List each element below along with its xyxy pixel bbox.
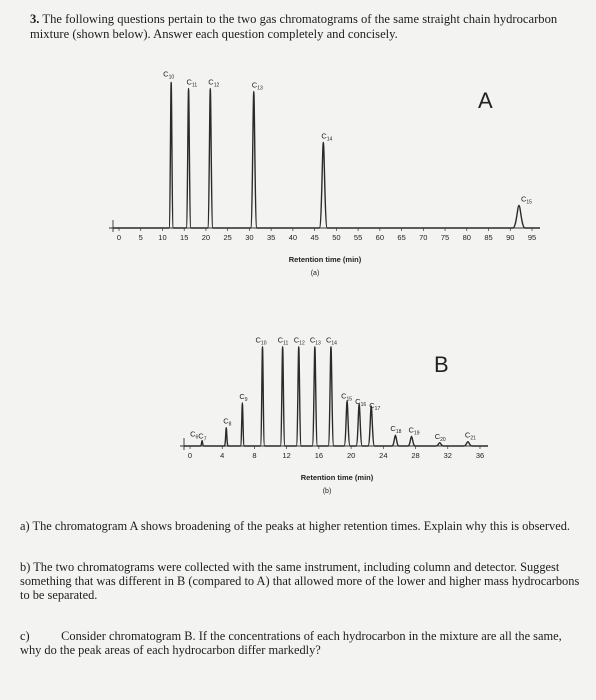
- chromatogram-a-tick-label: 40: [288, 233, 298, 242]
- chromatogram-a-axis-title: Retention time (min): [288, 255, 362, 264]
- chromatogram-a-tick-label: 90: [506, 233, 515, 242]
- chromatogram-b-peak-label-c6c7: $C_6C_7$: [190, 429, 207, 443]
- chromatogram-b-tick-label: 4: [220, 451, 225, 460]
- chromatogram-b-tick-label: 28: [411, 451, 420, 460]
- chromatogram-a-tick-label: 5: [138, 233, 143, 242]
- chromatogram-b-tick-label: 36: [475, 451, 485, 460]
- part-b-text: The two chromatograms were collected with the same instrument, including column and detector. Suggest something that was different in B (compared to A) that allowed more of the lower and higher mass hydrocarbons to be separated.: [20, 560, 580, 602]
- chromatogram-b-peak-label-c11: $C_{11}$: [277, 335, 289, 347]
- chromatogram-a-tick-label: 80: [462, 233, 471, 242]
- chromatogram-b-tick-label: 24: [379, 451, 388, 460]
- chromatogram-a: [109, 70, 540, 278]
- chromatogram-a-tick-label: 85: [484, 233, 493, 242]
- chromatogram-a-tick-label: 65: [397, 233, 406, 242]
- chromatogram-b-tick-label: 0: [187, 451, 193, 460]
- chromatogram-a-label: A: [478, 88, 493, 113]
- chromatogram-a-tick-label: 35: [266, 233, 276, 242]
- chromatogram-a-tick-label: 60: [375, 233, 385, 242]
- question-text: The following questions pertain to the two gas chromatograms of the same straight chain hydrocarbon mixture (shown below). Answer each question completely and concisely.: [30, 12, 558, 41]
- part-a: [20, 519, 580, 533]
- part-a-text: The chromatogram A shows broadening of the peaks at higher retention times. Explain why this is observed.: [32, 519, 571, 533]
- chromatogram-b-peak-label-c19: $C_{19}$: [408, 425, 420, 437]
- part-b-label: b): [20, 560, 31, 574]
- chromatogram-b-tick-label: 32: [443, 451, 452, 460]
- part-c-label: c): [20, 629, 30, 643]
- chromatogram-b-tick-label: 20: [346, 451, 356, 460]
- chromatogram-a-peak-label-c11: $C_{11}$: [186, 77, 198, 89]
- chromatogram-b-tick-label: 8: [252, 451, 257, 460]
- chromatogram-b-peak-label-c14: $C_{14}$: [325, 335, 337, 347]
- chromatogram-b-peak-label-c18: $C_{18}$: [390, 424, 402, 436]
- chromatogram-b-tick-label: 12: [282, 451, 291, 460]
- chromatogram-b-caption: (b): [322, 488, 332, 495]
- chromatogram-a-peak-label-c14: $C_{14}$: [321, 131, 333, 143]
- chromatogram-b-peak-label-c12: $C_{12}$: [293, 335, 305, 347]
- chromatogram-a-tick-label: 45: [310, 233, 319, 242]
- chromatogram-a-tick-label: 50: [332, 233, 341, 242]
- chromatogram-a-tick-label: 20: [201, 233, 211, 242]
- chromatogram-a-tick-label: 10: [158, 233, 167, 242]
- chromatogram-b-peak-label-c21: $C_{21}$: [464, 430, 476, 442]
- chromatogram-b-peak-label-c17: $C_{17}$: [369, 401, 381, 413]
- chromatogram-a-tick-label: 95: [527, 233, 537, 242]
- chromatogram-a-tick-label: 75: [440, 233, 450, 242]
- chromatogram-a-tick-label: 25: [223, 233, 232, 242]
- chromatogram-a-tick-label: 70: [419, 233, 428, 242]
- chromatogram-a-peak-label-c15: $C_{15}$: [520, 194, 532, 206]
- question-number: 3.: [30, 12, 40, 26]
- part-b: [20, 560, 580, 602]
- chromatogram-a-trace: [113, 80, 540, 229]
- chromatogram-b-axis-title: Retention time (min): [300, 473, 374, 482]
- part-c-text: Consider chromatogram B. If the concentrations of each hydrocarbon in the mixture are all the same, why do the peak areas of each hydrocarbon differ markedly?: [20, 629, 562, 657]
- chromatogram-b-peak-label-c16: $C_{16}$: [355, 396, 367, 408]
- chromatogram-b-peak-label-c20: $C_{20}$: [434, 431, 446, 443]
- part-a-label: a): [20, 519, 30, 533]
- chromatogram-a-caption: (a): [310, 270, 320, 277]
- part-c: [20, 629, 580, 657]
- chromatogram-b-peak-label-c15: $C_{15}$: [341, 391, 353, 403]
- chromatogram-a-tick-label: 30: [245, 233, 254, 242]
- chromatogram-a-tick-label: 55: [353, 233, 363, 242]
- chromatogram-b-peak-label-c8: $C_8$: [223, 416, 232, 428]
- chromatogram-a-tick-label: 15: [180, 233, 189, 242]
- chromatogram-b-tick-label: 16: [314, 451, 324, 460]
- chromatogram-b: [180, 336, 488, 495]
- chromatogram-a-tick-label: 0: [116, 233, 122, 242]
- chromatogram-b-label: B: [434, 352, 449, 377]
- chromatogram-b-peak-label-c13: $C_{13}$: [309, 335, 321, 347]
- chromatogram-a-peak-label-c12: $C_{12}$: [208, 77, 220, 89]
- chromatogram-a-peak-label-c10: $C_{10}$: [163, 69, 175, 81]
- chromatogram-a-peak-label-c13: $C_{13}$: [251, 80, 263, 92]
- chromatogram-b-peak-label-c9: $C_9$: [239, 391, 248, 403]
- chromatogram-b-peak-label-c10: $C_{10}$: [255, 335, 267, 347]
